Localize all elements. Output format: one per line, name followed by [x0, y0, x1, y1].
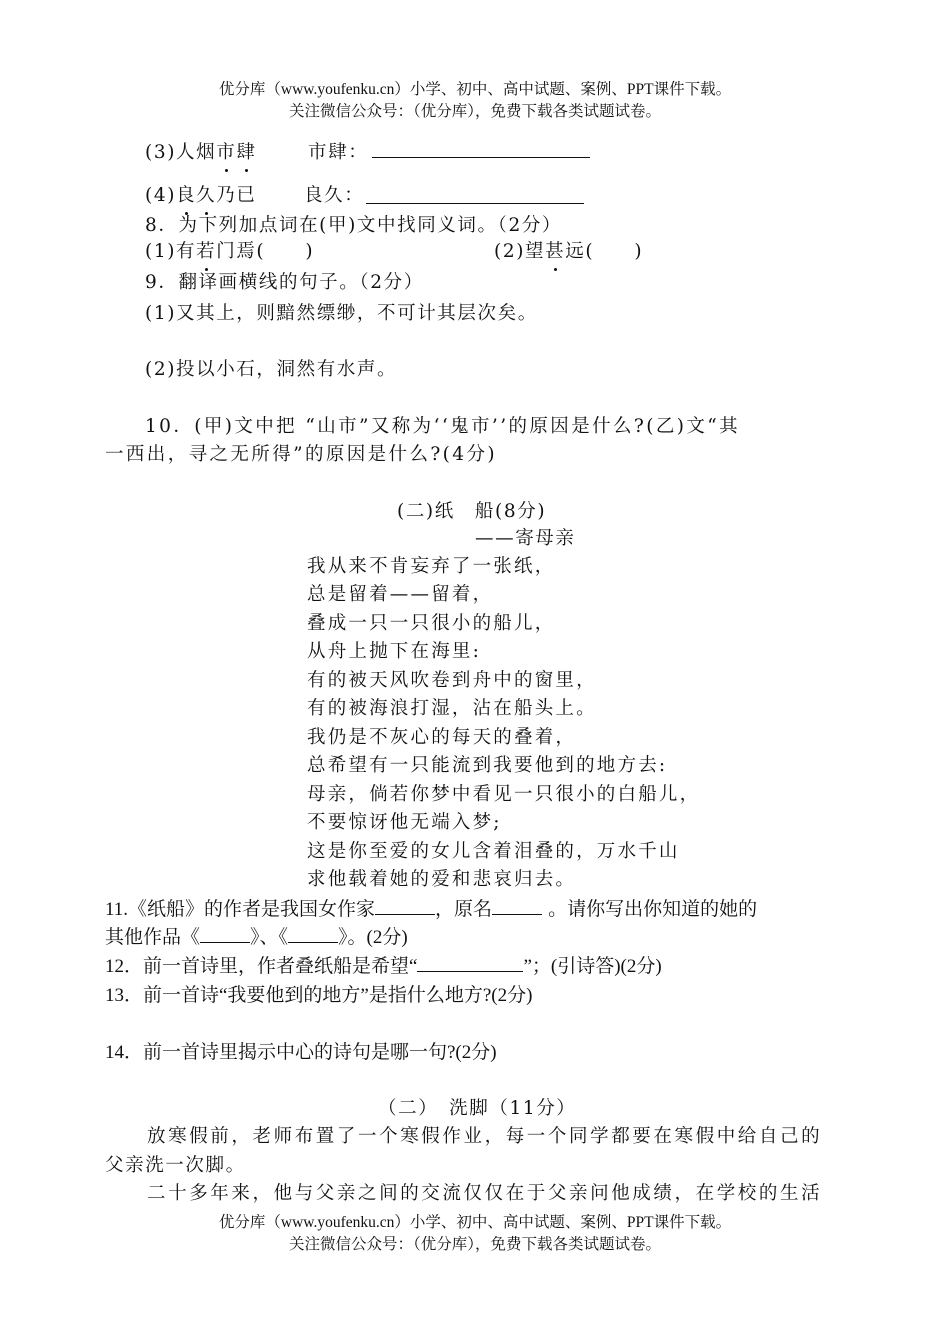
section-3-para-2-line-1: 二十多年来，他与父亲之间的交流仅仅在于父亲问他成绩，在学校的生活 — [147, 1183, 823, 1204]
footer-line-1: 优分库（www.youfenku.cn）小学、初中、高中试题、案例、PPT课件下载。 — [218, 1214, 732, 1231]
poem-line: 有的被海浪打湿，沾在船头上。 — [307, 698, 597, 719]
poem-title: (二)纸 船(8分) — [397, 501, 547, 522]
q10-line-2: 一西出，寻之无所得”的原因是什么?(4分) — [105, 444, 497, 465]
section-3-para-1-line-2: 父亲洗一次脚。 — [105, 1155, 246, 1176]
poem-line: 求他载着她的爱和悲哀归去。 — [307, 869, 577, 890]
dotted-char: 若 — [196, 237, 216, 263]
q12-text: ”；(引诗答)(2分) — [523, 956, 662, 977]
q11-text: 》、《 — [250, 927, 289, 948]
poem-line: 有的被天风吹卷到舟中的窗里， — [307, 670, 597, 691]
q11-line-2 — [105, 922, 408, 949]
header-line-2: 关注微信公众号：（优分库），免费下载各类试题试卷。 — [288, 103, 661, 120]
q10-line-1: 10．(甲)文中把 “山市”又称为‘‘鬼市’’的原因是什么?(乙)文“其 — [145, 416, 741, 437]
poem-line: 母亲，倘若你梦中看见一只很小的白船儿， — [307, 784, 701, 805]
q11-text: 。请你写出你知道的她的 — [548, 899, 758, 920]
item-text: (1)有 — [145, 241, 197, 262]
section-3-para-1-line-1: 放寒假前，老师布置了一个寒假作业，每一个同学都要在寒假中给自己的 — [147, 1126, 823, 1147]
q11-text: 其他作品《 — [105, 927, 201, 948]
answer-blank — [372, 157, 590, 158]
section-3-title: （二） 洗脚（11分） — [378, 1098, 577, 1119]
q8-item-1 — [145, 237, 314, 263]
dotted-char: 良 — [176, 181, 196, 207]
dotted-char: 肆 — [236, 138, 256, 164]
q7-item-3-label: 市肆： — [308, 142, 369, 163]
q8-stem: 8．为下列加点词在(甲)文中找同义词。（2分） — [145, 215, 563, 236]
item-number: (3) — [145, 142, 177, 163]
answer-blank — [288, 941, 338, 943]
poem-line: 不要惊讶他无端入梦; — [307, 812, 502, 833]
q12-text: 12．前一首诗里，作者叠纸船是希望“ — [105, 956, 418, 977]
q7-item-4-label: 良久： — [304, 185, 365, 206]
poem-line: 我从来不肯妄弃了一张纸， — [307, 556, 556, 577]
q9-sentence-1: (1)又其上，则黯然缥缈，不可计其层次矣。 — [145, 303, 538, 324]
q11-text: 》。(2分) — [338, 927, 408, 948]
dotted-char: 甚 — [545, 237, 565, 263]
poem-subtitle: ——寄母亲 — [475, 528, 576, 549]
q11-line-1 — [105, 894, 757, 921]
footer-line-2: 关注微信公众号：（优分库），免费下载各类试题试卷。 — [288, 1236, 661, 1253]
q13: 13．前一首诗“我要他到的地方”是指什么地方?(2分) — [105, 985, 533, 1006]
item-text: 门焉( ) — [216, 241, 315, 262]
q7-item-4 — [145, 181, 256, 207]
poem-line: 叠成一只一只很小的船儿， — [307, 613, 556, 634]
answer-blank — [417, 970, 523, 972]
dotted-char: 久 — [196, 181, 216, 207]
q9-sentence-2: (2)投以小石，洞然有水声。 — [145, 359, 398, 380]
answer-blank — [366, 203, 584, 204]
q14: 14．前一首诗里揭示中心的诗句是哪一句?(2分) — [105, 1042, 497, 1063]
dotted-char: 市 — [216, 138, 236, 164]
answer-blank — [200, 941, 250, 943]
item-text: 远( ) — [565, 241, 644, 262]
poem-line: 我仍是不灰心的每天的叠着， — [307, 727, 577, 748]
header-line-1: 优分库（www.youfenku.cn）小学、初中、高中试题、案例、PPT课件下载。 — [218, 81, 732, 98]
q7-item-3 — [145, 138, 256, 164]
poem-line: 这是你至爱的女儿含着泪叠的，万水千山 — [307, 841, 680, 862]
item-text: 人烟 — [176, 142, 217, 163]
answer-blank — [492, 913, 542, 915]
q11-text: 11.《纸船》的作者是我国女作家 — [105, 899, 376, 920]
poem-line: 总希望有一只能流到我要他到的地方去: — [307, 755, 668, 776]
item-text: (2)望 — [494, 241, 546, 262]
q12 — [105, 951, 662, 978]
poem-line: 总是留着——留着， — [307, 584, 494, 605]
q9-stem: 9．翻译画横线的句子。（2分） — [145, 272, 424, 293]
item-text: 乃已 — [216, 185, 257, 206]
q11-text: ，原名 — [435, 899, 493, 920]
poem-line: 从舟上抛下在海里: — [307, 641, 482, 662]
q8-item-2 — [494, 237, 643, 263]
item-number: (4) — [145, 185, 177, 206]
answer-blank — [375, 913, 435, 915]
